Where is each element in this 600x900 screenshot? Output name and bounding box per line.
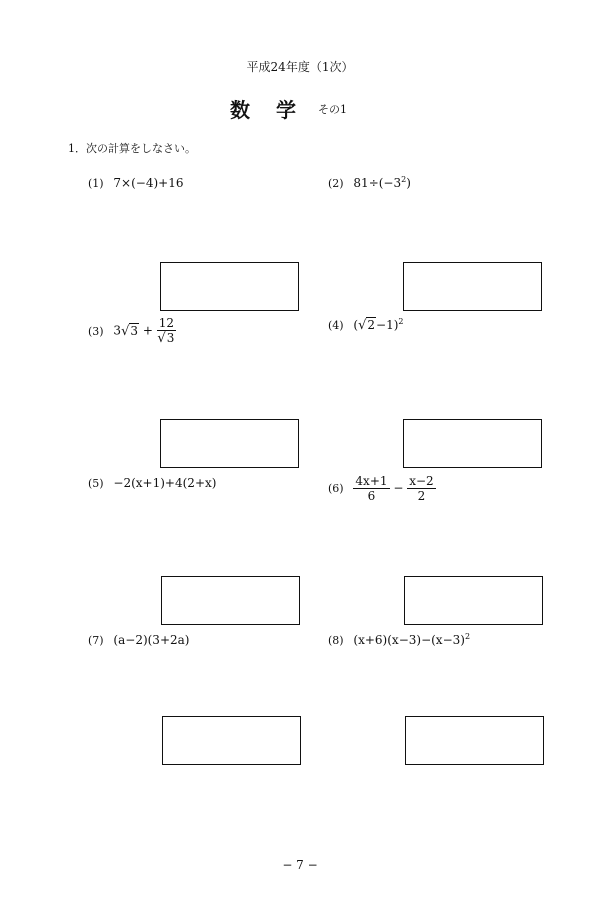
open-paren: ( bbox=[353, 318, 359, 332]
answer-box-3[interactable] bbox=[160, 419, 299, 468]
problem-expression: 7×(−4)+16 bbox=[113, 176, 184, 190]
answer-box-6[interactable] bbox=[404, 576, 543, 625]
problem-2 bbox=[328, 176, 411, 190]
problem-number: (7) bbox=[88, 634, 104, 647]
radicand: 3 bbox=[130, 323, 138, 338]
exponent: 2 bbox=[401, 175, 407, 184]
radicand: 2 bbox=[367, 318, 376, 332]
problem-4 bbox=[328, 318, 404, 333]
problem-expression: −1) bbox=[376, 318, 399, 332]
problem-8 bbox=[328, 633, 470, 647]
answer-box-4[interactable] bbox=[403, 419, 542, 468]
problem-number: (6) bbox=[328, 482, 344, 495]
problem-expression: (a−2)(3+2a) bbox=[113, 633, 190, 647]
problem-5 bbox=[88, 476, 216, 490]
problem-number: (2) bbox=[328, 177, 344, 190]
exam-header: 平成24年度（1次） bbox=[246, 60, 354, 74]
answer-box-7[interactable] bbox=[162, 716, 301, 765]
answer-box-8[interactable] bbox=[405, 716, 544, 765]
numerator: 12 bbox=[158, 316, 174, 330]
numerator: x−2 bbox=[409, 474, 434, 488]
problem-1 bbox=[88, 176, 184, 190]
numerator: 4x+1 bbox=[355, 474, 388, 488]
plus-sign: + bbox=[142, 323, 153, 338]
problem-7 bbox=[88, 633, 189, 647]
fraction bbox=[157, 316, 176, 346]
answer-box-5[interactable] bbox=[161, 576, 300, 625]
page-title: 数学 bbox=[230, 98, 322, 122]
coefficient: 3 bbox=[113, 323, 122, 338]
page-number: − 7 − bbox=[282, 858, 318, 872]
denominator: 2 bbox=[417, 489, 426, 503]
exponent: 2 bbox=[398, 317, 404, 326]
problem-expression: (x+6)(x−3)−(x−3) bbox=[353, 633, 465, 647]
problem-number: (5) bbox=[88, 477, 104, 490]
fraction-2 bbox=[407, 474, 435, 503]
fraction-1 bbox=[353, 474, 389, 503]
denominator: 6 bbox=[367, 489, 376, 503]
square-root: √2 bbox=[358, 318, 376, 333]
minus-sign: − bbox=[393, 481, 404, 495]
problem-number: (8) bbox=[328, 634, 344, 647]
problem-3 bbox=[88, 316, 176, 346]
problem-number: (3) bbox=[88, 324, 104, 338]
problem-6 bbox=[328, 474, 436, 503]
answer-box-1[interactable] bbox=[160, 262, 299, 311]
problem-number: (4) bbox=[328, 319, 344, 332]
denominator: √3 bbox=[157, 331, 175, 346]
radicand: 3 bbox=[166, 331, 175, 345]
page-subtitle: その1 bbox=[318, 103, 347, 116]
problem-number: (1) bbox=[88, 177, 104, 190]
question-instruction: 1．次の計算をしなさい。 bbox=[68, 142, 196, 155]
square-root: √3 bbox=[121, 323, 138, 339]
problem-expression: 81÷(−3 bbox=[353, 176, 402, 190]
answer-box-2[interactable] bbox=[403, 262, 542, 311]
exponent: 2 bbox=[464, 632, 471, 641]
problem-expression-end: ) bbox=[406, 176, 411, 190]
problem-expression: −2(x+1)+4(2+x) bbox=[113, 476, 217, 490]
